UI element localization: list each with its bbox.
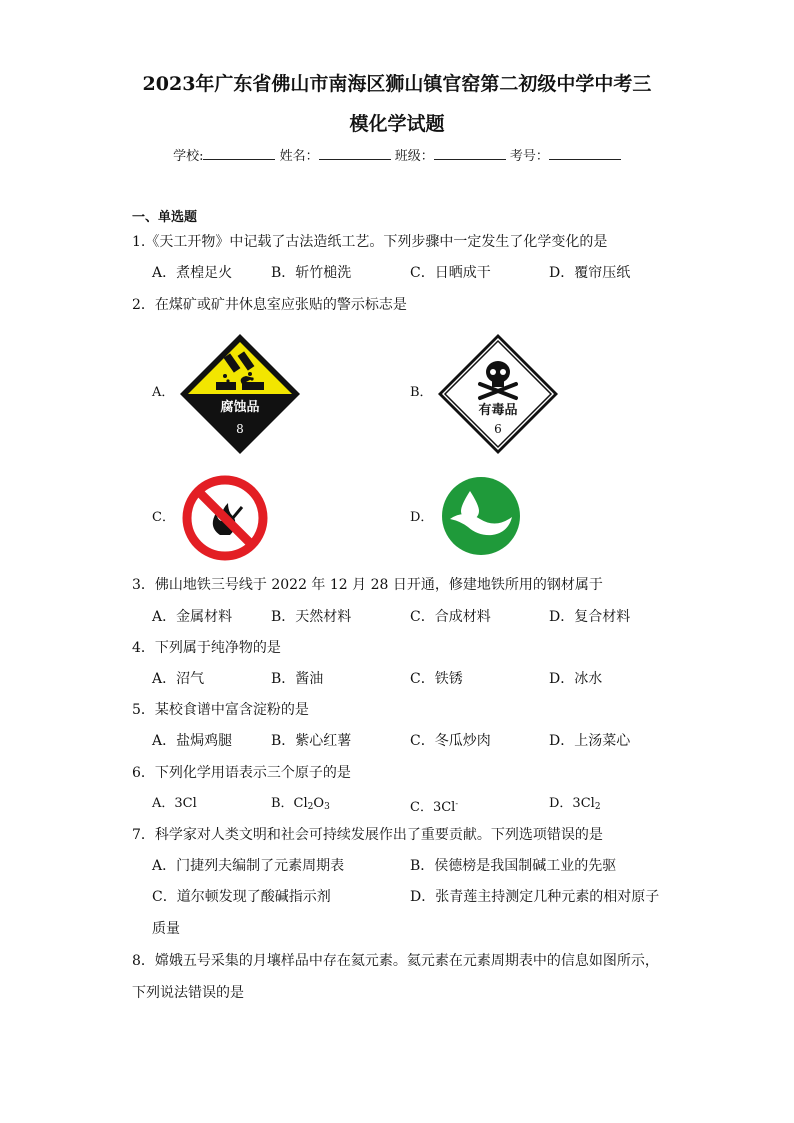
question-7: 7．科学家对人类文明和社会可持续发展作出了重要贡献。下列选项错误的是 — [132, 827, 603, 843]
q7-option-b: B．侯德榜是我国制碱工业的先驱 — [410, 858, 617, 874]
q5-option-d: D．上汤菜心 — [549, 733, 631, 749]
q1-option-b: B．斩竹槌洗 — [271, 265, 352, 281]
no-fire-sign-icon — [180, 473, 270, 563]
school-blank[interactable] — [203, 146, 275, 160]
q1-option-c: C．日晒成干 — [410, 265, 491, 281]
exam-no-blank[interactable] — [549, 146, 621, 160]
q1-option-d: D．覆帘压纸 — [549, 265, 631, 281]
exam-no-label: 考号： — [509, 149, 549, 164]
question-1: 1.《天工开物》中记载了古法造纸工艺。下列步骤中一定发生了化学变化的是 — [132, 234, 608, 250]
corrosive-sign-text: 腐蚀品 — [220, 400, 260, 415]
q7-option-d-continued: 质量 — [152, 921, 180, 937]
q6-option-c: C．3Cl- — [410, 799, 459, 815]
question-4: 4．下列属于纯净物的是 — [132, 640, 281, 656]
paper-title-line1: 2023年广东省佛山市南海区狮山镇官窑第二初级中学中考三 — [142, 73, 652, 95]
question-3: 3．佛山地铁三号线于 2022 年 12 月 28 日开通，修建地铁所用的钢材属于 — [132, 577, 603, 593]
q2-option-d: D． — [410, 510, 434, 525]
name-blank[interactable] — [319, 146, 391, 160]
q7-option-a: A．门捷列夫编制了元素周期表 — [152, 858, 345, 874]
q7-option-d: D．张青莲主持测定几种元素的相对原子 — [410, 889, 660, 905]
question-8-line2: 下列说法错误的是 — [132, 985, 244, 1001]
question-6: 6．下列化学用语表示三个原子的是 — [132, 765, 351, 781]
question-5: 5．某校食谱中富含淀粉的是 — [132, 702, 309, 718]
q3-option-b: B．天然材料 — [271, 609, 352, 625]
toxic-sign-icon — [436, 332, 560, 456]
student-info-row — [0, 145, 794, 164]
q4-option-b: B．酱油 — [271, 671, 324, 687]
section-heading: 一、单选题 — [132, 210, 198, 225]
toxic-sign-number: 6 — [494, 422, 502, 436]
q4-option-d: D．冰水 — [549, 671, 603, 687]
question-8-line1: 8．嫦娥五号采集的月壤样品中存在氦元素。氦元素在元素周期表中的信息如图所示， — [132, 953, 659, 969]
q5-option-a: A．盐焗鸡腿 — [152, 733, 233, 749]
q2-option-a: A． — [152, 385, 175, 400]
q2-option-b: B． — [410, 385, 433, 400]
q2-option-c: C． — [152, 510, 175, 525]
water-saving-sign-icon — [440, 475, 522, 557]
q5-option-b: B．紫心红薯 — [271, 733, 352, 749]
q6-option-d: D．$3Cl_2$ — [549, 796, 601, 812]
q4-option-a: A．沼气 — [152, 671, 205, 687]
q7-option-c: C．道尔顿发现了酸碱指示剂 — [152, 889, 331, 905]
q4-option-c: C．铁锈 — [410, 671, 463, 687]
class-label: 班级： — [394, 149, 434, 164]
q6-option-a: A．3Cl — [152, 796, 197, 811]
q3-option-a: A．金属材料 — [152, 609, 233, 625]
corrosive-sign-number: 8 — [236, 422, 244, 436]
q3-option-d: D．复合材料 — [549, 609, 631, 625]
q5-option-c: C．冬瓜炒肉 — [410, 733, 491, 749]
name-label: 姓名： — [279, 149, 319, 164]
q6-option-b: B．$Cl_2O_3$ — [271, 796, 330, 812]
toxic-sign-text: 有毒品 — [478, 403, 518, 418]
school-label: 学校: — [173, 149, 204, 164]
corrosive-sign-icon — [178, 332, 302, 456]
q1-option-a: A．煮楻足火 — [152, 265, 233, 281]
question-2: 2．在煤矿或矿井休息室应张贴的警示标志是 — [132, 297, 407, 313]
class-blank[interactable] — [434, 146, 506, 160]
q3-option-c: C．合成材料 — [410, 609, 491, 625]
paper-title-line2: 模化学试题 — [349, 113, 445, 135]
